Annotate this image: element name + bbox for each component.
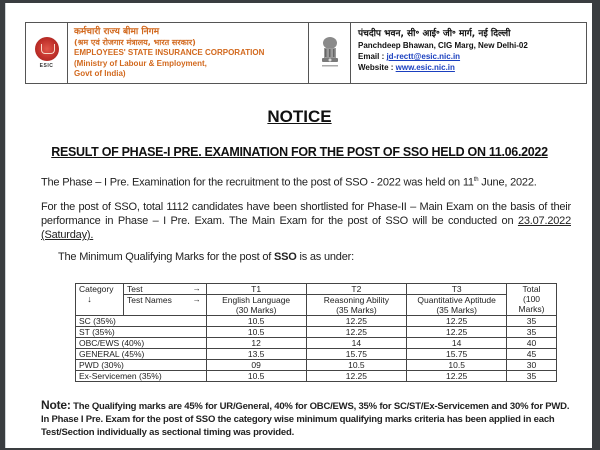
row-total: 35 (507, 316, 557, 327)
website-line (358, 62, 528, 73)
p1-superscript: th (473, 177, 479, 183)
org-ministry-line2: Govt of India) (74, 69, 126, 78)
header-right-box (308, 22, 587, 84)
row-total: 35 (507, 327, 557, 338)
row-t3: 12.25 (407, 316, 507, 327)
row-t1: 10.5 (206, 327, 306, 338)
row-category: GENERAL (45%) (76, 349, 207, 360)
esic-logo-cell (26, 23, 68, 83)
row-t3: 12.25 (407, 371, 507, 382)
p1-text-end: June, 2022. (478, 176, 537, 189)
row-total: 40 (507, 338, 557, 349)
row-t3: 14 (407, 338, 507, 349)
row-total: 45 (507, 349, 557, 360)
p3-post-name: SSO (273, 251, 297, 263)
esic-logo-icon (35, 37, 59, 61)
t1-code: T1 (206, 284, 306, 295)
notice-title: NOTICE (267, 107, 332, 126)
total-label: Total (522, 284, 541, 294)
paragraph-exam-held (41, 173, 571, 190)
category-header (76, 284, 124, 316)
table-header-row-1 (76, 284, 557, 295)
note-label: Note: (41, 398, 71, 412)
row-t1: 09 (206, 360, 306, 371)
row-t2: 10.5 (306, 360, 407, 371)
arrow-right-icon: → (192, 295, 201, 304)
main-exam-date: 23.07.2022 (Saturday). (41, 215, 571, 241)
row-t1: 12 (206, 338, 306, 349)
arrow-right-icon: → (192, 284, 201, 293)
table-row (76, 338, 557, 349)
email-label: Email : (358, 52, 387, 61)
p3-text-end: is as under: (296, 251, 354, 263)
row-category: SC (35%) (76, 316, 207, 327)
row-t3: 10.5 (407, 360, 507, 371)
address: Panchdeep Bhawan, CIG Marg, New Delhi-02 (358, 41, 528, 50)
t2-name: Reasoning Ability (306, 295, 407, 306)
esic-logo-label: ESIC (39, 63, 54, 69)
note-text: The Qualifying marks are 45% for UR/General, 40% for OBC/EWS, 35% for SC/ST/Ex-Servicemen and 30% for PWD. In Phase I Pre. Exam for the post of SSO the category wise minimum qualifying marks criteria has been applied in each Test/Section individually as sectional timing was provided. (41, 401, 570, 438)
org-english-name: EMPLOYEES' STATE INSURANCE CORPORATION (74, 48, 265, 57)
table-row (76, 360, 557, 371)
test-label-cell (123, 284, 206, 295)
row-t1: 10.5 (206, 316, 306, 327)
website-label: Website : (358, 63, 396, 72)
t1-name: English Language (206, 295, 306, 306)
row-t2: 12.25 (306, 316, 407, 327)
national-emblem-icon (319, 36, 341, 70)
row-t1: 10.5 (206, 371, 306, 382)
website-link[interactable]: www.esic.nic.in (395, 63, 455, 72)
t3-code: T3 (407, 284, 507, 295)
category-header-label: Category (79, 284, 114, 294)
test-label: Test (126, 284, 143, 294)
row-t2: 15.75 (306, 349, 407, 360)
t1-marks: (30 Marks) (206, 305, 306, 316)
hindi-address: पंचदीप भवन, सी॰ आई॰ जी॰ मार्ग, नई दिल्ली (358, 29, 511, 39)
total-marks-label: (100 Marks) (518, 294, 545, 314)
emblem-cell (309, 23, 351, 83)
org-hindi-name: कर्मचारी राज्य बीमा निगम (74, 27, 160, 37)
t3-marks: (35 Marks) (407, 305, 507, 316)
row-t1: 13.5 (206, 349, 306, 360)
t2-marks: (35 Marks) (306, 305, 407, 316)
row-category: ST (35%) (76, 327, 207, 338)
row-category: OBC/EWS (40%) (76, 338, 207, 349)
result-title: RESULT OF PHASE-I PRE. EXAMINATION FOR THE POST OF SSO HELD ON 11.06.2022 (51, 145, 548, 159)
table-row (76, 349, 557, 360)
header-left-box (25, 22, 308, 84)
email-link[interactable]: jd-rectt@esic.nic.in (386, 52, 461, 61)
row-t2: 14 (306, 338, 407, 349)
row-t3: 12.25 (407, 327, 507, 338)
test-names-label-cell (123, 295, 206, 316)
t2-code: T2 (306, 284, 407, 295)
org-hindi-ministry: (श्रम एवं रोजगार मंत्रालय, भारत सरकार) (74, 37, 196, 47)
arrow-down-icon: ↓ (87, 294, 92, 304)
table-row (76, 327, 557, 338)
contact-info (351, 23, 528, 83)
row-total: 30 (507, 360, 557, 371)
organization-info (68, 23, 264, 83)
row-category: Ex-Servicemen (35%) (76, 371, 207, 382)
test-names-label: Test Names (126, 295, 172, 305)
row-total: 35 (507, 371, 557, 382)
row-t2: 12.25 (306, 327, 407, 338)
paragraph-min-marks (58, 250, 588, 264)
table-row (76, 371, 557, 382)
email-line (358, 51, 528, 62)
org-ministry-line1: (Ministry of Labour & Employment, (74, 58, 207, 68)
row-t2: 12.25 (306, 371, 407, 382)
p1-text: The Phase – I Pre. Examination for the recruitment to the post of SSO - 2022 was held on 11 (41, 176, 474, 189)
t3-name: Quantitative Aptitude (407, 295, 507, 306)
p2-text: For the post of SSO, total 1112 candidates have been shortlisted for Phase-II – Main Exam on the basis of their performance in Phase – I Pre. Exam. The Main Exam for the post of SSO will be conducted on (41, 201, 571, 227)
note-paragraph (41, 399, 571, 439)
document-page (5, 3, 592, 448)
table-row (76, 316, 557, 327)
paragraph-shortlisted (41, 200, 571, 242)
total-header (507, 284, 557, 316)
p3-text: The Minimum Qualifying Marks for the post of (58, 251, 274, 263)
qualifying-marks-table (75, 283, 557, 382)
table-header-row-2 (76, 295, 557, 306)
row-t3: 15.75 (407, 349, 507, 360)
row-category: PWD (30%) (76, 360, 207, 371)
